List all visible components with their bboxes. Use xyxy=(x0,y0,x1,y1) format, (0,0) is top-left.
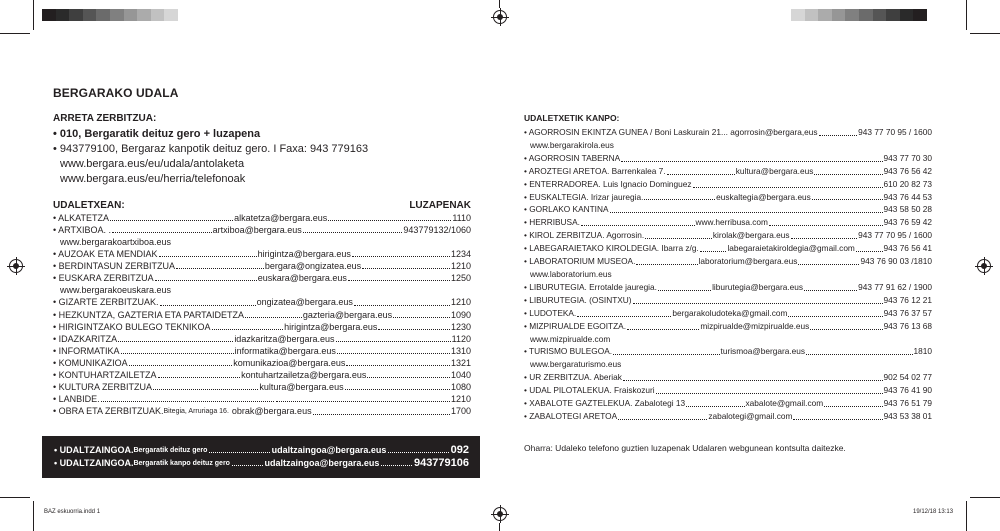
service-name: • HERRIBUSA. xyxy=(524,217,580,228)
service-contact[interactable]: bergarakoludoteka@gmail.com xyxy=(672,307,788,318)
department-extension: 1210 xyxy=(450,394,471,405)
service-name: • LIBURUTEGIA. Errotalde jauregia. xyxy=(524,281,657,292)
udaltzaingoa-condition: Bergaratik deituz gero xyxy=(133,447,208,454)
service-name: • EUSKALTEGIA. Irizar jauregia. xyxy=(524,191,644,202)
right-page xyxy=(524,113,932,453)
department-extension: 1700 xyxy=(450,406,471,417)
list-item xyxy=(524,216,932,229)
department-email[interactable]: gazteria@bergara.eus xyxy=(302,309,393,320)
service-phone: 943 77 70 95 / 1600 xyxy=(858,230,932,241)
department-name: • ARTXIBOA. . xyxy=(53,225,112,236)
arreta-line-010: • 010, Bergaratik deituz gero + luzapena xyxy=(53,128,261,140)
service-phone: 943 76 59 42 xyxy=(883,217,932,228)
dot-leader xyxy=(636,255,697,265)
department-name: • OBRA ETA ZERBITZUAK. xyxy=(53,406,164,417)
arreta-line-phone: • 943779100, Bergaraz kanpotik deituz gero. I Faxa: 943 779163 xyxy=(53,143,369,155)
kanpo-list xyxy=(524,126,932,423)
list-item xyxy=(53,345,471,357)
list-item xyxy=(53,381,471,393)
department-extension: 943779132/1060 xyxy=(403,225,471,236)
department-name: • INFORMATIKA xyxy=(53,345,120,356)
list-item xyxy=(524,242,932,255)
list-item xyxy=(53,369,471,381)
service-name: • LABEGARAIETAKO KIROLDEGIA. Ibarra z/g. xyxy=(524,243,699,254)
list-item xyxy=(524,152,932,165)
dot-leader xyxy=(153,381,258,390)
udaltzaingoa-email[interactable]: udaltzaingoa@bergara.eus xyxy=(271,445,387,455)
color-swatch xyxy=(137,9,151,21)
department-email[interactable]: komunikazioa@bergara.eus xyxy=(233,357,346,368)
dot-leader xyxy=(824,397,882,407)
arreta-url-1[interactable]: www.bergara.eus/eu/udala/antolaketa xyxy=(60,158,245,170)
list-item xyxy=(524,281,932,294)
crop-mark xyxy=(0,33,30,34)
department-extension: 1250 xyxy=(450,273,471,284)
dot-leader xyxy=(633,294,883,304)
dot-leader xyxy=(645,229,712,239)
service-name: • LUDOTEKA. xyxy=(524,307,577,318)
service-name: • UDAL PILOTALEKUA. Fraiskozuri xyxy=(524,385,655,396)
color-swatch xyxy=(913,9,927,21)
dot-leader xyxy=(160,296,256,305)
department-url[interactable]: www.bergarakoeuskara.eus xyxy=(60,285,172,296)
color-swatch xyxy=(805,9,819,21)
dot-leader xyxy=(232,457,263,466)
service-phone: 902 54 02 77 xyxy=(883,372,932,383)
dot-leader xyxy=(110,212,233,221)
service-name: • ZABALOTEGI ARETOA xyxy=(524,410,618,421)
department-name: • EUSKARA ZERBITZUA xyxy=(53,273,154,284)
crop-mark xyxy=(33,0,34,30)
department-name: • KOMUNIKAZIOA xyxy=(53,357,128,368)
list-item xyxy=(53,357,471,369)
dot-leader xyxy=(804,281,857,291)
dot-leader xyxy=(769,216,883,226)
udaltzaingoa-row xyxy=(54,457,469,470)
service-phone: 943 76 37 57 xyxy=(883,307,932,318)
service-name: • AGORROSIN TABERNA xyxy=(524,152,621,163)
dot-leader xyxy=(610,203,883,213)
dot-leader xyxy=(354,296,450,305)
left-page xyxy=(53,86,471,418)
dot-leader xyxy=(814,165,882,175)
list-item xyxy=(524,255,932,268)
department-extension: 1230 xyxy=(450,321,471,332)
dot-leader xyxy=(276,393,450,402)
list-item xyxy=(53,393,471,405)
registration-mark-left xyxy=(9,259,23,273)
department-email[interactable]: ongizatea@bergara.eus xyxy=(256,297,353,308)
department-name: • HEZKUNTZA, GAZTERIA ETA PARTAIDETZA xyxy=(53,309,245,320)
department-email[interactable]: artxiboa@bergara.eus xyxy=(212,225,302,236)
page-title: BERGARAKO UDALA xyxy=(53,86,179,100)
list-item xyxy=(524,178,932,191)
department-email[interactable]: hirigintza@bergara.eus xyxy=(257,249,351,260)
department-extension: 1210 xyxy=(450,297,471,308)
dot-leader xyxy=(346,357,450,366)
crop-mark xyxy=(966,501,967,531)
udaltzaingoa-condition: Bergaratik kanpo deituz gero xyxy=(133,460,230,467)
dot-leader xyxy=(788,307,882,317)
list-item xyxy=(53,296,471,308)
department-name: • KULTURA ZERBITZUA xyxy=(53,382,152,393)
service-phone: 943 77 70 30 xyxy=(883,152,932,163)
list-item xyxy=(524,126,932,139)
color-swatch xyxy=(859,9,873,21)
dot-leader xyxy=(362,260,450,269)
color-swatch xyxy=(886,9,900,21)
service-url[interactable]: www.mizpirualde.com xyxy=(530,333,611,344)
dot-leader xyxy=(101,393,275,402)
dot-leader xyxy=(313,405,450,415)
crop-mark xyxy=(33,501,34,531)
list-item xyxy=(524,203,932,216)
list-item xyxy=(53,260,471,272)
color-swatch xyxy=(69,9,83,21)
dot-leader xyxy=(155,272,257,281)
dot-leader xyxy=(388,444,448,453)
service-contact[interactable]: www.herribusa.com xyxy=(695,217,768,228)
crop-mark xyxy=(970,33,1000,34)
dot-leader xyxy=(581,216,695,226)
service-name: • LIBURUTEGIA. (OSINTXU) xyxy=(524,294,632,305)
dot-leader xyxy=(352,248,450,257)
dot-leader xyxy=(245,309,302,318)
service-phone: 943 76 12 21 xyxy=(883,294,932,305)
service-name: • GORLAKO KANTINA xyxy=(524,204,609,215)
crop-mark xyxy=(0,497,30,498)
dot-leader xyxy=(112,224,212,233)
dot-leader xyxy=(381,457,412,466)
udaletxean-list xyxy=(53,212,471,418)
crop-mark xyxy=(499,523,500,531)
dot-leader xyxy=(159,248,257,257)
slug-timestamp: 19/12/18 13:13 xyxy=(913,509,954,515)
department-email[interactable]: bergara@ongizatea.eus xyxy=(264,261,362,272)
department-extension: 1321 xyxy=(450,357,471,368)
service-phone: 943 76 56 41 xyxy=(883,243,932,254)
arreta-url-2[interactable]: www.bergara.eus/eu/herria/telefonoak xyxy=(60,173,246,185)
dot-leader xyxy=(791,229,858,239)
service-phone: 943 76 13 68 xyxy=(883,320,932,331)
service-url[interactable]: www.laboratorium.eus xyxy=(530,268,612,279)
color-swatch xyxy=(83,9,97,21)
color-bar-right xyxy=(791,9,927,21)
department-email[interactable]: informatika@bergara.eus xyxy=(234,345,336,356)
list-item xyxy=(524,410,932,423)
color-swatch xyxy=(832,9,846,21)
color-swatch xyxy=(873,9,887,21)
dot-leader xyxy=(367,369,450,378)
color-swatch xyxy=(124,9,138,21)
dot-leader xyxy=(806,345,912,355)
dot-leader xyxy=(810,320,882,330)
service-phone: 943 53 38 01 xyxy=(883,410,932,421)
registration-mark-bottom xyxy=(493,507,507,521)
service-name: • LABORATORIUM MUSEOA. xyxy=(524,256,636,267)
department-url[interactable]: www.bergarakoartxiboa.eus xyxy=(60,237,172,248)
udaletxean-heading: UDALETXEAN: xyxy=(53,200,125,211)
dot-leader xyxy=(378,321,450,330)
list-item xyxy=(53,224,471,236)
service-name: • TURISMO BULEGOA. xyxy=(524,346,613,357)
dot-leader xyxy=(121,345,234,354)
list-item xyxy=(524,371,932,384)
service-phone: 943 76 90 03 /1810 xyxy=(860,256,932,267)
department-email[interactable]: hirigintza@bergara.eus xyxy=(284,321,378,332)
color-swatch xyxy=(56,9,70,21)
dot-leader xyxy=(856,242,883,252)
color-swatch xyxy=(151,9,165,21)
list-item xyxy=(524,320,932,333)
list-item xyxy=(524,307,932,320)
department-name: • IDAZKARITZA xyxy=(53,333,118,344)
dot-leader xyxy=(613,345,719,355)
service-contact[interactable]: zabalotegi@gmail.com xyxy=(708,410,793,421)
udaltzaingoa-phone: 092 xyxy=(450,444,470,456)
dot-leader xyxy=(656,384,883,394)
department-email[interactable]: idazkaritza@bergara.eus xyxy=(234,333,335,344)
service-contact[interactable]: liburutegia@bergara.eus xyxy=(712,281,804,292)
udaltzaingoa-email[interactable]: udaltzaingoa@bergara.eus xyxy=(264,458,380,468)
udaltzaingoa-label: • UDALTZAINGOA. xyxy=(54,445,134,455)
dot-leader xyxy=(793,410,882,420)
color-bar-left xyxy=(42,9,178,21)
department-name: • HIRIGINTZAKO BULEGO TEKNIKOA xyxy=(53,321,211,332)
service-contact[interactable]: euskaltegia@bergara.eus xyxy=(716,191,811,202)
department-name: • LANBIDE. xyxy=(53,394,100,405)
dot-leader xyxy=(819,126,858,136)
service-contact[interactable]: mizpirualde@mizpirualde.eus xyxy=(700,320,810,331)
service-name: • KIROL ZERBITZUA. Agorrosin. xyxy=(524,230,645,241)
service-phone: 943 76 41 90 xyxy=(883,385,932,396)
service-phone: 610 20 82 73 xyxy=(883,178,932,189)
list-item xyxy=(524,294,932,307)
list-item xyxy=(53,212,471,224)
service-contact[interactable]: laboratorium@bergara.eus xyxy=(698,256,798,267)
dot-leader xyxy=(328,212,451,221)
department-extension: 1120 xyxy=(451,333,471,344)
slug-filename: BAZ eskuorria.indd 1 xyxy=(44,509,101,515)
color-swatch xyxy=(164,9,178,21)
department-email[interactable]: kultura@bergara.eus xyxy=(259,382,344,393)
service-name: • UR ZERBITZUA. Aberiak xyxy=(524,372,622,383)
list-item xyxy=(524,191,932,204)
service-name: • AROZTEGI ARETOA. Barrenkalea 7. xyxy=(524,165,666,176)
color-swatch xyxy=(845,9,859,21)
dot-leader xyxy=(209,444,269,453)
dot-leader xyxy=(303,224,403,233)
service-contact[interactable]: kirolak@bergara.eus xyxy=(712,230,790,241)
list-item xyxy=(53,272,471,284)
dot-leader xyxy=(212,321,284,330)
department-name: • BERDINTASUN ZERBITZUA xyxy=(53,261,175,272)
service-phone: 943 76 44 53 xyxy=(883,191,932,202)
department-extension: 1210 xyxy=(450,261,471,272)
luzapenak-heading: LUZAPENAK xyxy=(409,200,471,211)
dot-leader xyxy=(348,272,450,281)
udaltzaingoa-row xyxy=(54,444,469,457)
kanpo-heading: UDALETXETIK KANPO: xyxy=(524,113,620,123)
department-name: • KONTUHARTZAILETZA xyxy=(53,370,157,381)
service-contact[interactable]: xabalote@gmail.com xyxy=(745,398,824,409)
dot-leader xyxy=(393,309,450,318)
service-phone: 943 77 70 95 / 1600 xyxy=(858,127,932,137)
dot-leader xyxy=(176,260,264,269)
crop-mark xyxy=(966,0,967,30)
list-item xyxy=(524,165,932,178)
color-swatch xyxy=(110,9,124,21)
color-swatch xyxy=(791,9,805,21)
service-name: • AGORROSIN EKINTZA GUNEA / Boni Laskurain 21... agorrosin@bergara,eus xyxy=(524,127,818,137)
department-extension: 1040 xyxy=(450,370,471,381)
department-name: • GIZARTE ZERBITZUAK. xyxy=(53,297,159,308)
crop-mark xyxy=(970,497,1000,498)
service-phone: 943 76 56 42 xyxy=(883,165,932,176)
service-phone: 943 58 50 28 xyxy=(883,204,932,215)
dot-leader xyxy=(118,333,233,342)
dot-leader xyxy=(577,307,671,317)
dot-leader xyxy=(621,152,882,162)
list-item xyxy=(524,345,932,358)
dot-leader xyxy=(686,397,744,407)
service-phone: 1810 xyxy=(913,346,932,357)
dot-leader xyxy=(337,345,450,354)
dot-leader xyxy=(623,371,883,381)
dot-leader xyxy=(644,191,715,201)
department-email[interactable]: kontuhartzailetza@bergara.eus xyxy=(241,370,367,381)
department-email[interactable]: obrak@bergara.eus xyxy=(231,406,312,417)
dot-leader xyxy=(618,410,707,420)
udaltzaingoa-label: • UDALTZAINGOA. xyxy=(54,458,134,468)
dot-leader xyxy=(627,320,699,330)
dot-leader xyxy=(158,369,241,378)
service-name: • ENTERRADOREA. Luis Ignacio Dominguez xyxy=(524,178,692,189)
department-name: • AUZOAK ETA MENDIAK xyxy=(53,249,158,260)
color-swatch xyxy=(900,9,914,21)
dot-leader xyxy=(129,357,233,366)
service-url[interactable]: www.bergarakirola.eus xyxy=(530,139,614,150)
service-url[interactable]: www.bergaraturismo.eus xyxy=(530,359,622,370)
department-name: • ALKATETZA xyxy=(53,213,109,223)
list-item xyxy=(524,397,932,410)
service-contact[interactable]: kultura@bergara.eus xyxy=(735,165,814,176)
list-item xyxy=(53,405,471,418)
color-swatch xyxy=(96,9,110,21)
arreta-heading: ARRETA ZERBITZUA: xyxy=(53,113,157,124)
department-extension: 1110 xyxy=(452,213,471,223)
service-phone: 943 76 51 79 xyxy=(883,398,932,409)
dot-leader xyxy=(700,242,727,252)
dot-leader xyxy=(693,178,883,188)
list-item xyxy=(53,321,471,333)
department-extension: 1080 xyxy=(450,382,471,393)
list-item xyxy=(524,229,932,242)
crop-mark xyxy=(499,0,500,8)
color-swatch xyxy=(42,9,56,21)
dot-leader xyxy=(336,333,451,342)
dot-leader xyxy=(667,165,735,175)
department-address: Bitegia, Arruriaga 16. xyxy=(163,408,229,416)
service-contact[interactable]: turismoa@bergara.eus xyxy=(720,346,806,357)
list-item xyxy=(53,309,471,321)
department-extension: 1234 xyxy=(450,249,471,260)
list-item xyxy=(53,248,471,260)
dot-leader xyxy=(658,281,711,291)
department-extension: 1310 xyxy=(450,345,471,356)
kanpo-note: Oharra: Udaleko telefono guztien luzapenak Udalaren webgunean kontsulta daitezke. xyxy=(524,442,846,453)
department-extension: 1090 xyxy=(450,309,471,320)
registration-mark-top xyxy=(493,10,507,24)
udaltzaingoa-box xyxy=(42,436,480,478)
dot-leader xyxy=(812,191,883,201)
dot-leader xyxy=(345,381,450,390)
list-item xyxy=(524,384,932,397)
dot-leader xyxy=(798,255,859,265)
department-email[interactable]: alkatetza@bergara.eus xyxy=(234,213,328,223)
service-phone: 943 77 91 62 / 1900 xyxy=(858,281,932,292)
udaltzaingoa-phone: 943779106 xyxy=(413,457,470,469)
department-email[interactable]: euskara@bergara.eus xyxy=(257,273,347,284)
service-name: • XABALOTE GAZTELEKUA. Zabalotegi 13 xyxy=(524,398,686,409)
color-swatch xyxy=(818,9,832,21)
service-contact[interactable]: labegaraietakiroldegia@gmail.com xyxy=(727,243,855,254)
registration-mark-right xyxy=(977,259,991,273)
list-item xyxy=(53,333,471,345)
service-name: • MIZPIRUALDE EGOITZA. xyxy=(524,320,627,331)
